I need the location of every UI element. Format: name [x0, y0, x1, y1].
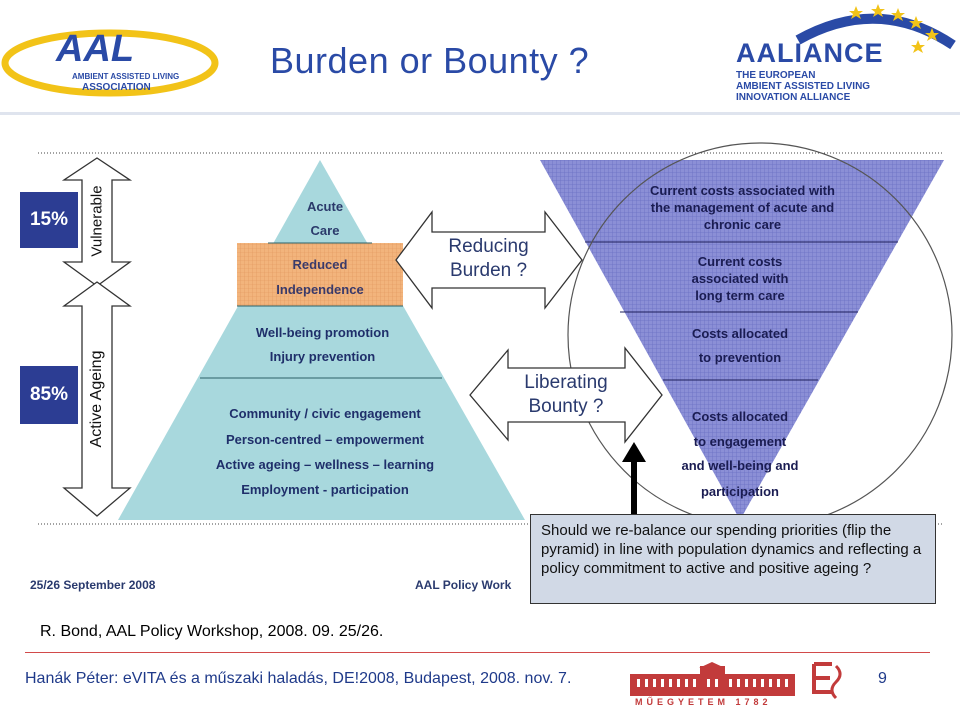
- footer-text: Hanák Péter: eVITA és a műszaki haladás, DE!2008, Budapest, 2008. nov. 7.: [25, 670, 572, 687]
- costs-acute-3: chronic care: [703, 217, 782, 232]
- wellbeing-label: Well-being promotion: [255, 325, 390, 340]
- active-ageing-wellness-label: Active ageing – wellness – learning: [215, 457, 435, 472]
- vulnerable-label: Vulnerable: [88, 185, 106, 257]
- independence-label: Independence: [276, 282, 364, 297]
- bounty-label: Bounty ?: [528, 396, 604, 417]
- page-number: 9: [878, 670, 887, 687]
- aaliance-line-1: THE EUROPEAN: [736, 70, 816, 81]
- pyramid-acute-label: Acute: [306, 199, 344, 214]
- costs-engagement-3: and well-being and: [681, 458, 799, 473]
- liberating-label: Liberating: [524, 372, 608, 393]
- person-centred-label: Person-centred – empowerment: [226, 432, 424, 447]
- costs-prevention-2: to prevention: [698, 350, 782, 365]
- bme-emblem-icon: [808, 660, 848, 710]
- flip-arrow-icon: [622, 442, 646, 462]
- footer-rule: [25, 652, 930, 653]
- aal-logo-subtitle-1: AMBIENT ASSISTED LIVING: [72, 72, 180, 81]
- university-name: MŰEGYETEM 1782: [635, 697, 772, 707]
- costs-ltc-3: long term care: [695, 288, 785, 303]
- burden-label: Burden ?: [449, 260, 528, 281]
- community-label: Community / civic engagement: [229, 406, 421, 421]
- costs-ltc-2: associated with: [691, 271, 789, 286]
- costs-engagement-4: participation: [700, 484, 779, 499]
- aal-logo-subtitle-2: ASSOCIATION: [82, 82, 151, 93]
- source-caption: R. Bond, AAL Policy Workshop, 2008. 09. 25/26.: [40, 623, 384, 640]
- active-ageing-label: Active Ageing: [88, 350, 105, 448]
- vulnerable-percent-box: 15%: [20, 192, 78, 248]
- slide-event: AAL Policy Work: [415, 578, 512, 592]
- flip-arrow-shaft: [631, 460, 637, 516]
- aaliance-logo-text: AALIANCE: [736, 38, 884, 68]
- costs-engagement-2: to engagement: [693, 434, 787, 449]
- aal-logo-text: AAL: [56, 28, 135, 70]
- costs-ltc-1: Current costs: [697, 254, 783, 269]
- aaliance-line-2: AMBIENT ASSISTED LIVING: [736, 81, 871, 92]
- slide-date: 25/26 September 2008: [30, 578, 156, 592]
- liberating-bounty-arrow: [470, 348, 662, 442]
- costs-acute-1: Current costs associated with: [650, 183, 835, 198]
- slide-title: Burden or Bounty ?: [270, 40, 590, 81]
- active-percent-box: 85%: [20, 366, 78, 424]
- costs-acute-2: the management of acute and: [650, 200, 835, 215]
- reducing-label: Reducing: [448, 236, 529, 257]
- reduced-label: Reduced: [292, 257, 348, 272]
- employment-label: Employment - participation: [241, 482, 409, 497]
- pyramid-care-label: Care: [310, 223, 340, 238]
- injury-label: Injury prevention: [269, 349, 376, 364]
- question-box: Should we re-balance our spending priorities (flip the pyramid) in line with population dynamics and reflecting a policy commitment to active and positive ageing ?: [530, 514, 936, 604]
- costs-prevention-1: Costs allocated: [691, 326, 789, 341]
- aaliance-line-3: INNOVATION ALLIANCE: [736, 92, 851, 103]
- costs-engagement-1: Costs allocated: [691, 409, 789, 424]
